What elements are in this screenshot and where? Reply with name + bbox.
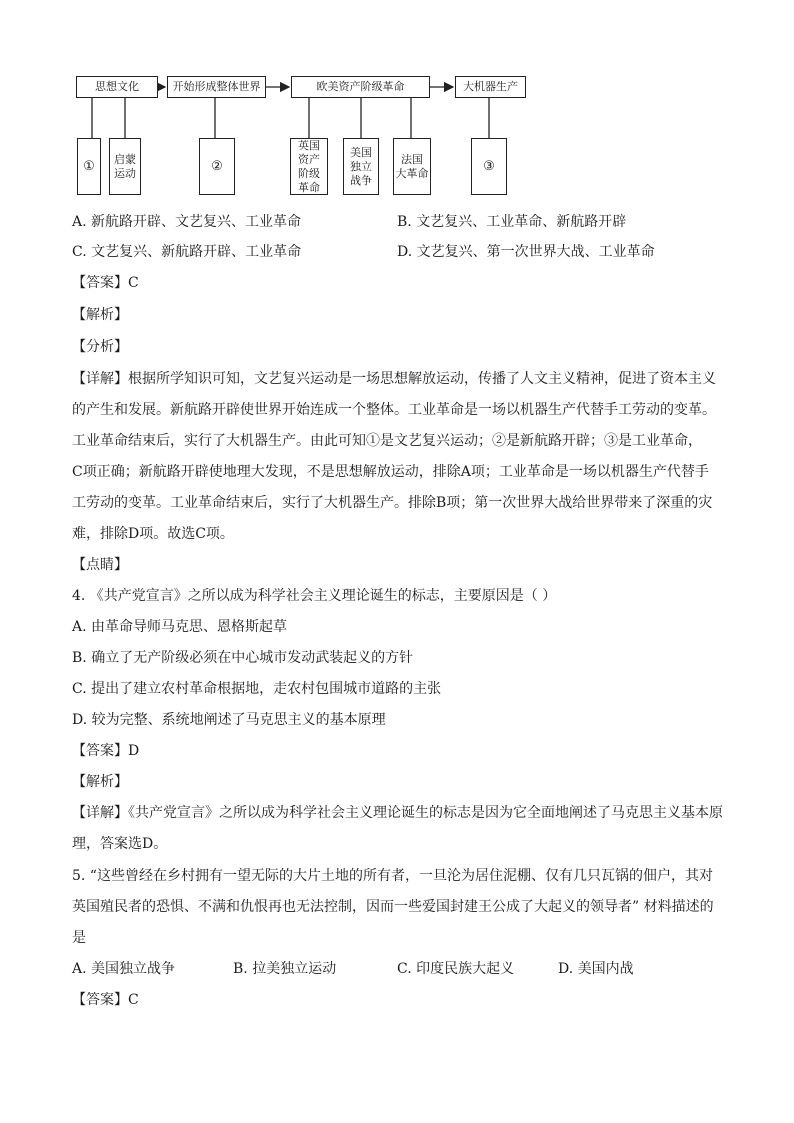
q5-option-b: B. 拉美独立运动 [233,961,337,977]
box-world-integration: 开始形成整体世界 [167,76,266,98]
box-label: 阶级 [298,166,320,180]
q3-detail-line: 的产生和发展。新航路开辟使世界开始连成一个整体。工业革命是一场以机器生产代替手工劳动的变革。 [72,402,716,418]
q3-detail-line: C项正确；新航路开辟使地理大发现，不是思想解放运动，排除A项；工业革命是一场以机器生产代替手 [72,464,709,480]
flow-diagram [0,0,794,205]
box-label: 法国 [401,152,423,166]
box-blank-3 [471,138,507,195]
q3-detail-line: 【详解】根据所学知识可知，文艺复兴运动是一场思想解放运动，传播了人文主义精神，促进了资本主义 [72,371,716,387]
q4-answer: 【答案】D [72,743,140,759]
box-label: 美国 [350,145,372,159]
q5-stem-line: 是 [72,930,86,946]
q5-answer: 【答案】C [72,992,139,1008]
q3-option-c: C. 文艺复兴、新航路开辟、工业革命 [72,244,302,260]
q3-analysis-heading: 【解析】 [72,307,128,323]
q3-detail-line: 工业革命结束后，实行了大机器生产。由此可知①是文艺复兴运动；②是新航路开辟；③是工业革命， [72,433,702,449]
box-label: ② [211,158,223,174]
box-machine-production: 大机器生产 [455,76,526,98]
box-american-independence [343,138,379,195]
box-bourgeois-revolutions: 欧美资产阶级革命 [291,76,430,98]
q3-fenxi-heading: 【分析】 [72,339,128,355]
box-thought-culture: 思想文化 [76,76,158,98]
q5-stem-line: 5. “这些曾经在乡村拥有一望无际的大片土地的所有者，一旦沦为居住泥棚、仅有几只瓦锅的佃户，其对 [72,868,713,884]
box-blank-1 [77,138,101,195]
box-label: ① [83,158,95,174]
box-label: 资产 [298,152,320,166]
q3-option-a: A. 新航路开辟、文艺复兴、工业革命 [72,214,302,230]
box-label: 大革命 [395,166,429,180]
q5-option-d: D. 美国内战 [558,961,634,977]
box-label: 运动 [114,166,136,180]
box-french-revolution [393,138,431,195]
box-enlightenment [109,138,141,195]
box-blank-2 [199,138,235,195]
q4-analysis-heading: 【解析】 [72,774,128,790]
q4-detail-line: 理，答案选D。 [72,836,168,852]
box-label: 革命 [298,180,320,194]
q4-detail-line: 【详解】《共产党宣言》之所以成为科学社会主义理论诞生的标志是因为它全面地阐述了马克思主义基本原 [72,805,723,821]
q5-stem-line: 英国殖民者的恐惧、不满和仇恨再也无法控制，因而一些爱国封建王公成了大起义的领导者” 材料描述的 [72,899,714,915]
q4-stem: 4. 《共产党宣言》之所以成为科学社会主义理论诞生的标志，主要原因是（ ） [72,588,557,604]
q4-option-b: B. 确立了无产阶级必须在中心城市发动武装起义的方针 [72,650,414,666]
q5-option-c: C. 印度民族大起义 [397,961,515,977]
q3-option-b: B. 文艺复兴、工业革命、新航路开辟 [397,214,627,230]
q3-detail-line: 工劳动的变革。工业革命结束后，实行了大机器生产。排除B项；第一次世界大战给世界带来了深重的灾 [72,495,713,511]
box-label: 独立 [350,159,372,173]
box-label: 战争 [350,173,372,187]
q5-option-a: A. 美国独立战争 [72,961,176,977]
q4-option-c: C. 提出了建立农村革命根据地，走农村包围城市道路的主张 [72,681,442,697]
q3-dianjing-heading: 【点睛】 [72,557,128,573]
q4-option-d: D. 较为完整、系统地阐述了马克思主义的基本原理 [72,712,386,728]
q3-answer: 【答案】C [72,275,139,291]
box-label: ③ [483,158,495,174]
box-english-revolution [290,138,328,195]
q4-option-a: A. 由革命导师马克思、恩格斯起草 [72,619,288,635]
box-label: 英国 [298,138,320,152]
box-label: 启蒙 [114,152,136,166]
q3-detail-line: 难，排除D项。故选C项。 [72,526,234,542]
q3-option-d: D. 文艺复兴、第一次世界大战、工业革命 [397,244,655,260]
